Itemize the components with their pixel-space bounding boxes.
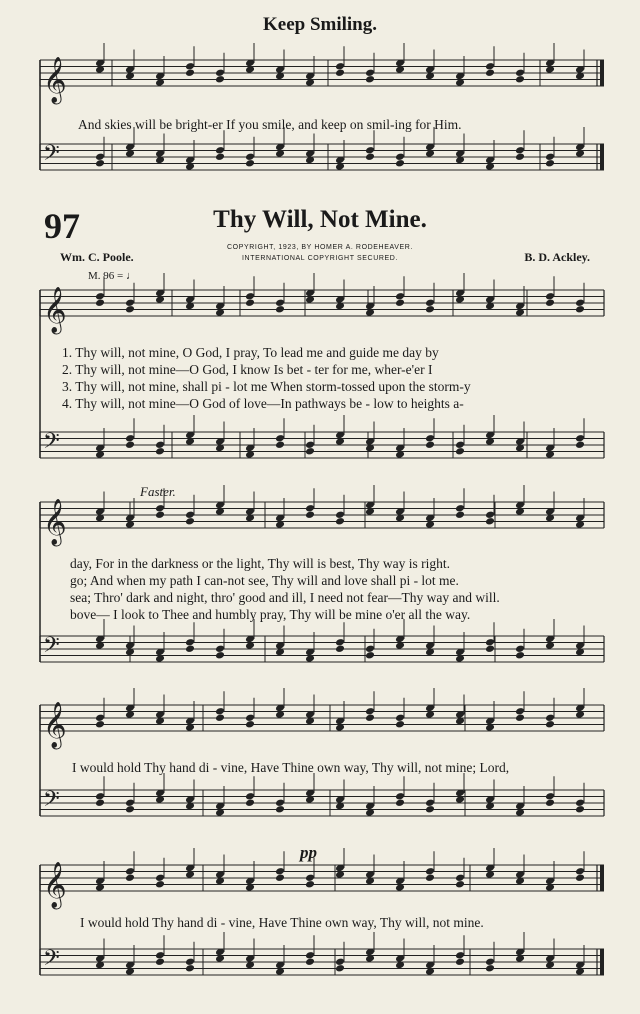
- verse-3-line-2: sea; Thro' dark and night, thro' good and ill, I need not fear—Thy way and will.: [70, 590, 500, 605]
- svg-text:𝄢: 𝄢: [43, 787, 60, 817]
- verse-2-line-2: go; And when my path I can-not see, Thy will and love shall pi - lot me.: [70, 573, 459, 588]
- hymn-number: 97: [44, 206, 80, 246]
- svg-text:𝄢: 𝄢: [43, 633, 60, 663]
- noteheads: [95, 619, 585, 663]
- bass-staff: [40, 415, 604, 459]
- copyright-line-1: COPYRIGHT, 1923, BY HOMER A. RODEHEAVER.: [227, 244, 413, 251]
- svg-text:𝄢: 𝄢: [43, 141, 60, 171]
- composer-credit: B. D. Ackley.: [524, 250, 590, 264]
- noteheads: [95, 848, 585, 892]
- treble-staff: [40, 485, 604, 547]
- noteheads: [95, 932, 585, 976]
- noteheads: [95, 43, 585, 87]
- noteheads: [95, 485, 585, 529]
- copyright-line-2: INTERNATIONAL COPYRIGHT SECURED.: [242, 255, 398, 262]
- bass-staff: [40, 619, 604, 663]
- treble-staff: [40, 273, 604, 335]
- svg-text:𝄢: 𝄢: [43, 429, 60, 459]
- treble-staff: [40, 688, 604, 750]
- verse-2-line: 2. Thy will, not mine—O God, I know Is bet - ter for me, wher-e'er I: [62, 362, 433, 377]
- previous-hymn-title: Keep Smiling.: [262, 14, 377, 35]
- noteheads: [95, 415, 585, 459]
- noteheads: [95, 127, 585, 171]
- chorus-lyric-2: I would hold Thy hand di - vine, Have Thine own way, Thy will, not mine.: [80, 915, 484, 930]
- chorus-lyric-1: I would hold Thy hand di - vine, Have Thine own way, Thy will, not mine; Lord,: [72, 760, 510, 775]
- hymn-title: Thy Will, Not Mine.: [213, 206, 427, 233]
- treble-staff: [40, 43, 604, 105]
- bass-staff: [40, 127, 604, 171]
- bass-staff: [40, 773, 604, 817]
- svg-text:𝄞: 𝄞: [43, 287, 67, 333]
- author-credit: Wm. C. Poole.: [60, 250, 134, 264]
- treble-staff: [40, 848, 604, 910]
- previous-hymn-lyric: And skies will be bright-er If you smile, and keep on smil-ing for Him.: [78, 117, 462, 132]
- verse-1-line: 1. Thy will, not mine, O God, I pray, To lead me and guide me day by: [62, 345, 439, 360]
- bass-staff: [40, 932, 604, 976]
- tempo-marking: M. 96 = ♩: [88, 270, 137, 282]
- svg-text:𝄞: 𝄞: [43, 499, 67, 545]
- pianissimo-marking: pp: [300, 843, 317, 862]
- svg-text:𝄢: 𝄢: [43, 946, 60, 976]
- verse-1-line-2: day, For in the darkness or the light, Thy will is best, Thy way is right.: [70, 556, 450, 571]
- svg-text:𝄞: 𝄞: [43, 862, 67, 908]
- verse-3-line: 3. Thy will, not mine, shall pi - lot me When storm-tossed upon the storm-y: [62, 379, 471, 394]
- noteheads: [95, 688, 585, 732]
- verse-4-line: 4. Thy will, not mine—O God of love—In pathways be - low to heights a-: [62, 396, 464, 411]
- noteheads: [95, 273, 585, 317]
- svg-text:𝄞: 𝄞: [43, 57, 67, 103]
- noteheads: [95, 773, 585, 817]
- svg-text:𝄞: 𝄞: [43, 702, 67, 748]
- verse-4-line-2: bove— I look to Thee and humbly pray, Thy will be mine o'er all the way.: [70, 607, 471, 622]
- faster-direction: Faster.: [140, 484, 176, 499]
